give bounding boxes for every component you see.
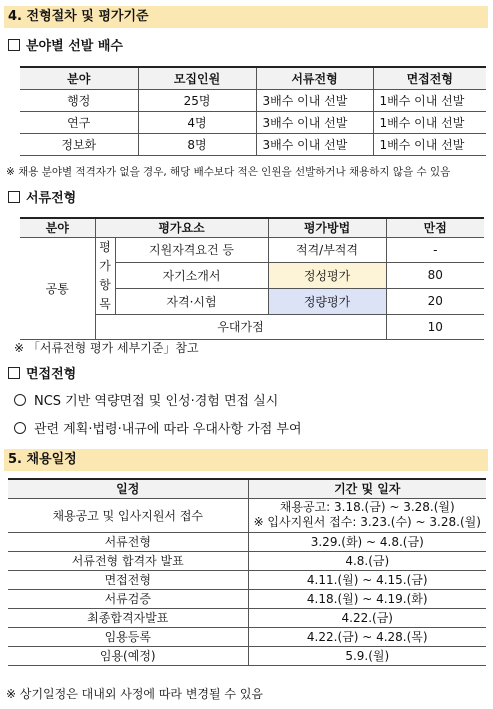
quota-title: 분야별 선발 배수 bbox=[26, 39, 123, 54]
table-row bbox=[20, 111, 486, 133]
table-row bbox=[8, 646, 486, 665]
table-cell: 3.29.(화) ~ 4.8.(금) bbox=[248, 532, 486, 551]
vertical-label bbox=[95, 237, 115, 314]
table-row bbox=[8, 551, 486, 570]
table-cell: 1배수 이내 선발 bbox=[373, 89, 486, 111]
table-row bbox=[8, 589, 486, 608]
table-cell: 임용(예정) bbox=[8, 646, 248, 665]
schedule-line: 채용공고: 3.18.(금) ~ 3.28.(월) bbox=[279, 500, 455, 514]
table-header-row bbox=[8, 479, 486, 498]
column-header: 서류전형 bbox=[256, 67, 373, 89]
table-row bbox=[20, 89, 486, 111]
list-item-text: NCS 기반 역량면접 및 인성·경험 면접 실시 bbox=[34, 394, 279, 409]
field-cell: 공통 bbox=[20, 237, 95, 339]
vertical-char: 항 bbox=[99, 277, 111, 292]
list-item bbox=[14, 421, 302, 439]
table-cell: 80 bbox=[386, 263, 484, 289]
quota-table bbox=[20, 66, 486, 156]
table-cell: 3배수 이내 선발 bbox=[256, 111, 373, 133]
schedule-line: ※ 입사지원서 접수: 3.23.(수) ~ 3.28.(월) bbox=[253, 515, 481, 529]
interview-subtitle bbox=[8, 366, 76, 384]
section-4-header bbox=[4, 6, 488, 28]
table-cell: 지원자격요건 등 bbox=[115, 237, 268, 263]
column-header: 기간 및 일자 bbox=[248, 479, 486, 498]
table-row bbox=[20, 237, 484, 263]
table-cell: 자기소개서 bbox=[115, 263, 268, 289]
table-cell: 25명 bbox=[138, 89, 256, 111]
column-header: 모집인원 bbox=[138, 67, 256, 89]
table-cell: 정보화 bbox=[20, 133, 138, 155]
schedule-note: ※ 상기일정은 대내외 사정에 따라 변경될 수 있음 bbox=[6, 687, 264, 701]
quota-note: ※ 채용 분야별 적격자가 없을 경우, 해당 배수보다 적은 인원을 선발하거나 채용하지 않을 수 있음 bbox=[6, 166, 451, 178]
table-cell: 3배수 이내 선발 bbox=[256, 89, 373, 111]
table-cell: 4.11.(월) ~ 4.15.(금) bbox=[248, 570, 486, 589]
section-5-header bbox=[4, 449, 488, 471]
table-cell: 20 bbox=[386, 288, 484, 314]
section-4-title: 4. 전형절차 및 평가기준 bbox=[8, 9, 149, 24]
table-cell: 행정 bbox=[20, 89, 138, 111]
circle-bullet-icon bbox=[14, 394, 26, 406]
table-header-row bbox=[20, 67, 486, 89]
table-cell bbox=[248, 498, 486, 532]
table-cell: 면접전형 bbox=[8, 570, 248, 589]
section-5-title: 5. 채용일정 bbox=[8, 452, 77, 467]
column-header: 분야 bbox=[20, 67, 138, 89]
table-cell: 정량평가 bbox=[268, 288, 386, 314]
table-cell: 연구 bbox=[20, 111, 138, 133]
schedule-table bbox=[8, 478, 486, 666]
table-cell: 4.18.(월) ~ 4.19.(화) bbox=[248, 589, 486, 608]
column-header: 평가방법 bbox=[268, 218, 386, 237]
table-cell: 서류전형 합격자 발표 bbox=[8, 551, 248, 570]
column-header: 만점 bbox=[386, 218, 484, 237]
table-cell: 정성평가 bbox=[268, 263, 386, 289]
table-cell: 임용등록 bbox=[8, 627, 248, 646]
table-cell: 서류검증 bbox=[8, 589, 248, 608]
column-header: 분야 bbox=[20, 218, 95, 237]
table-cell: - bbox=[386, 237, 484, 263]
column-header: 면접전형 bbox=[373, 67, 486, 89]
table-row bbox=[8, 532, 486, 551]
table-cell: 4명 bbox=[138, 111, 256, 133]
doc-subtitle bbox=[8, 190, 76, 208]
table-cell: 5.9.(월) bbox=[248, 646, 486, 665]
table-cell: 서류전형 bbox=[8, 532, 248, 551]
list-item bbox=[14, 393, 278, 411]
column-header: 일정 bbox=[8, 479, 248, 498]
vertical-char: 가 bbox=[99, 258, 111, 273]
table-cell: 1배수 이내 선발 bbox=[373, 111, 486, 133]
table-cell: 자격·시험 bbox=[115, 288, 268, 314]
table-cell: 3배수 이내 선발 bbox=[256, 133, 373, 155]
table-cell: 4.8.(금) bbox=[248, 551, 486, 570]
table-cell: 4.22.(금) ~ 4.28.(목) bbox=[248, 627, 486, 646]
checkbox-square-icon bbox=[8, 191, 20, 203]
vertical-char: 평 bbox=[99, 239, 111, 254]
circle-bullet-icon bbox=[14, 422, 26, 434]
table-cell: 8명 bbox=[138, 133, 256, 155]
table-cell: 최종합격자발표 bbox=[8, 608, 248, 627]
doc-screening-table bbox=[20, 217, 484, 340]
table-row bbox=[8, 498, 486, 532]
table-header-row bbox=[20, 218, 484, 237]
table-row bbox=[8, 570, 486, 589]
interview-title: 면접전형 bbox=[26, 367, 77, 382]
column-header: 평가요소 bbox=[95, 218, 268, 237]
table-cell: 10 bbox=[386, 314, 484, 339]
checkbox-square-icon bbox=[8, 39, 20, 51]
table-cell: 4.22.(금) bbox=[248, 608, 486, 627]
table-row bbox=[8, 608, 486, 627]
table-cell: 채용공고 및 입사지원서 접수 bbox=[8, 498, 248, 532]
list-item-text: 관련 계획·법령·내규에 따라 우대사항 가점 부여 bbox=[34, 422, 302, 437]
table-cell: 1배수 이내 선발 bbox=[373, 133, 486, 155]
table-row bbox=[8, 627, 486, 646]
quota-subtitle bbox=[8, 38, 123, 56]
table-cell: 적격/부적격 bbox=[268, 237, 386, 263]
doc-title: 서류전형 bbox=[26, 191, 77, 206]
table-row bbox=[20, 133, 486, 155]
table-cell: 우대가점 bbox=[95, 314, 386, 339]
doc-note: ※ 「서류전형 평가 세부기준」참고 bbox=[14, 341, 199, 355]
checkbox-square-icon bbox=[8, 367, 20, 379]
vertical-char: 목 bbox=[99, 296, 111, 311]
